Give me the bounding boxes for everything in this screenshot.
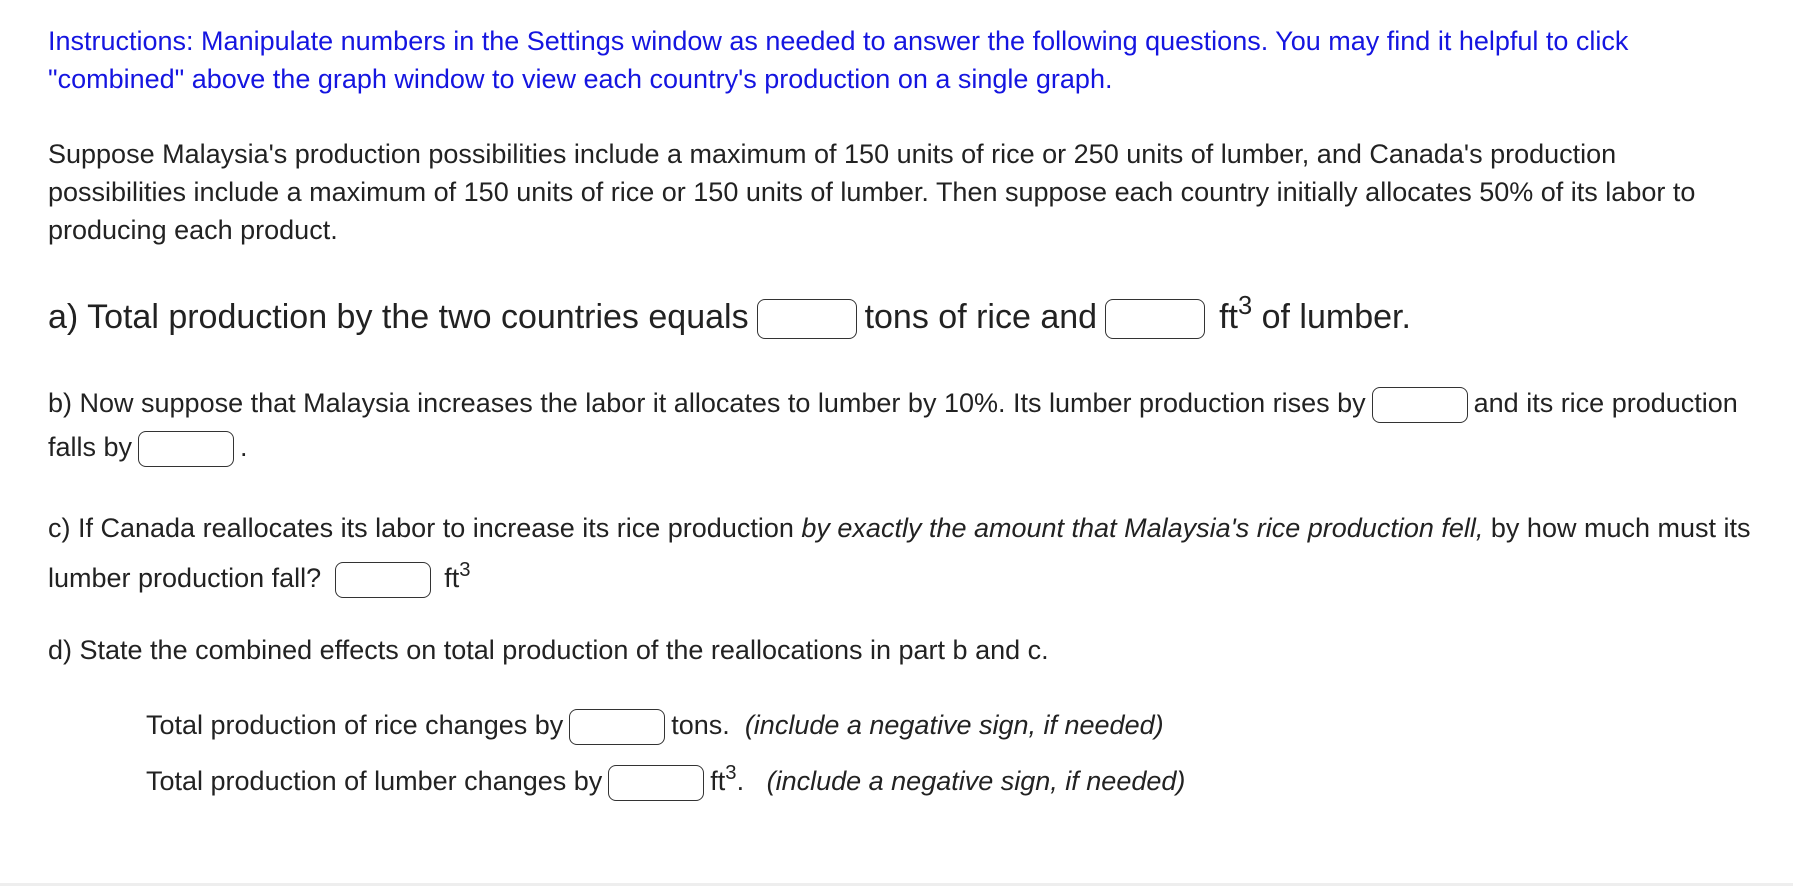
question-d-answers [146,697,1748,809]
lumber-change-prefix: Total production of lumber changes by [146,766,603,797]
lumber-change-note: (include a negative sign, if needed) [766,766,1186,797]
lumber-change-row [146,753,1748,809]
unit-exponent: 3 [459,558,471,581]
rice-change-row [146,697,1748,753]
answer-d-lumber-change-input[interactable] [608,765,704,801]
question-a [48,291,1748,339]
question-c-emphasis: by exactly the amount that Malaysia's rice production fell, [801,513,1484,544]
question-c [48,503,1758,603]
answer-c-lumber-fall-input[interactable] [335,562,431,598]
question-b-suffix: . [240,432,248,463]
answer-a-lumber-input[interactable] [1105,299,1205,339]
question-b-prefix: b) Now suppose that Malaysia increases the labor it allocates to lumber by 10%. Its lumber production rises by [48,388,1366,419]
instructions-text: Instructions: Manipulate numbers in the Settings window as needed to answer the following questions. You may find it helpful to click "combined" above the graph window to view each country's production on a single graph. [48,26,1629,94]
question-d: d) State the combined effects on total production of the reallocations in part b and c. [48,635,1049,666]
unit-exponent: 3 [1237,291,1253,320]
lumber-change-suffix: . [736,766,745,797]
answer-b-lumber-rise-input[interactable] [1372,387,1468,423]
question-page [48,22,1751,809]
question-c-middle: by how much must its lumber production fall? [48,513,1751,594]
scenario-text: Suppose Malaysia's production possibilities include a maximum of 150 units of rice or 250 units of lumber, and Canada's production possibilities include a maximum of 150 units of rice or 150 units of lumber. Then suppose each country initially allocates 50% of its labor to producing each product. [48,139,1696,245]
rice-change-prefix: Total production of rice changes by [146,710,564,741]
question-b [48,381,1748,469]
unit-exponent: 3 [725,761,737,784]
rice-change-suffix: tons. [671,710,730,741]
question-a-prefix: a) Total production by the two countries equals [48,298,749,336]
question-a-suffix: of lumber. [1261,298,1411,336]
answer-d-rice-change-input[interactable] [569,709,665,745]
question-a-middle: tons of rice and [864,298,1098,336]
question-c-prefix: c) If Canada reallocates its labor to increase its rice production [48,513,794,544]
unit-ft: ft [1219,298,1238,336]
unit-ft: ft [444,563,460,594]
rice-change-note: (include a negative sign, if needed) [744,710,1164,741]
question-b-middle: and its rice production falls by [48,388,1738,463]
unit-ft: ft [710,766,726,797]
answer-b-rice-fall-input[interactable] [138,431,234,467]
answer-a-rice-input[interactable] [757,299,857,339]
